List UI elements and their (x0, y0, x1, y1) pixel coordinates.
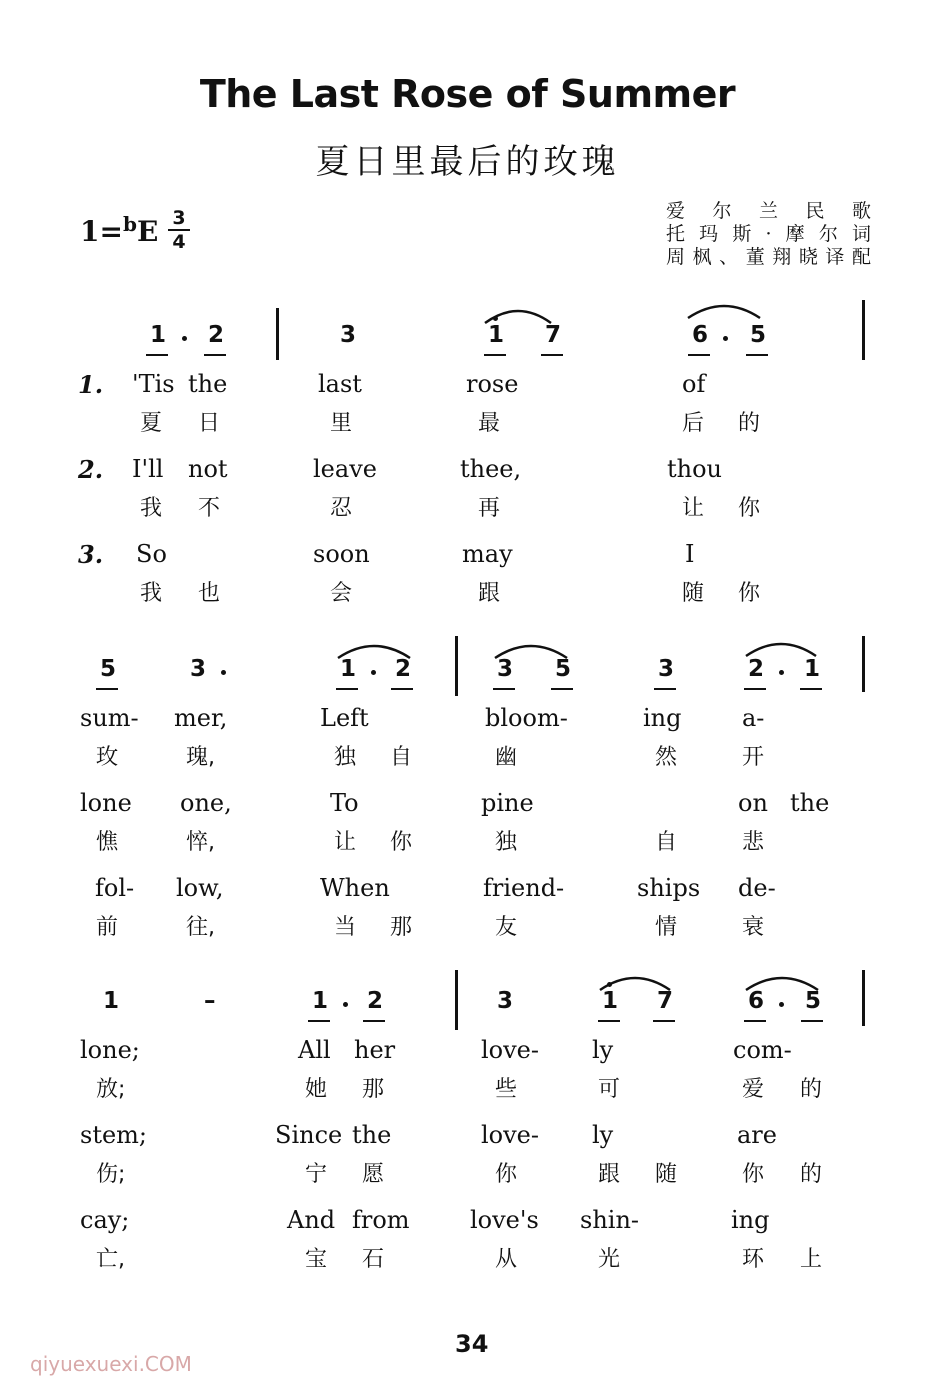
lyric-english: lone (80, 789, 132, 817)
note-2-5: 1 (602, 988, 619, 1014)
note-0-6: 5 (750, 322, 767, 348)
lyric-chinese: 忍 (330, 496, 353, 521)
augmentation-dot (343, 1002, 348, 1007)
lyric-chinese: 的 (800, 1162, 823, 1187)
lyric-chinese: 她 (305, 1077, 328, 1102)
note-2-1: – (204, 988, 216, 1014)
lyric-english: cay; (80, 1206, 130, 1234)
lyric-english: leave (313, 455, 377, 483)
note-underline (653, 1020, 675, 1022)
augmentation-dot (723, 336, 728, 341)
lyric-chinese: 石 (362, 1247, 385, 1272)
note-underline (598, 1020, 620, 1022)
lyric-english: I (685, 540, 695, 568)
lyric-chinese: 你 (738, 581, 761, 606)
note-2-2: 1 (312, 988, 329, 1014)
note-1-0: 5 (100, 656, 117, 682)
lyric-chinese: 你 (495, 1162, 518, 1187)
bar-line (276, 308, 279, 360)
lyric-english: thou (667, 455, 723, 483)
lyric-english: the (188, 370, 228, 398)
slur-arc (744, 638, 818, 658)
note-2-7: 6 (748, 988, 765, 1014)
note-underline (493, 688, 515, 690)
lyric-chinese: 前 (96, 915, 119, 940)
lyric-english: bloom- (485, 704, 568, 732)
lyric-chinese: 悲 (742, 830, 765, 855)
lyric-english: the (790, 789, 830, 817)
lyric-english: a- (742, 704, 765, 732)
note-underline (801, 1020, 823, 1022)
lyric-english: fol- (95, 874, 135, 902)
lyric-english: thee, (460, 455, 522, 483)
lyric-chinese: 那 (390, 915, 413, 940)
lyric-english: de- (738, 874, 776, 902)
bar-line (455, 636, 458, 696)
augmentation-dot (221, 670, 226, 675)
lyric-english: love- (481, 1036, 539, 1064)
note-1-6: 3 (658, 656, 675, 682)
watermark: qiyuexuexi.COM (30, 1352, 192, 1376)
lyric-english: stem; (80, 1121, 148, 1149)
lyric-chinese: 从 (495, 1247, 518, 1272)
note-0-3: 1 (488, 322, 505, 348)
time-signature (168, 208, 190, 252)
lyric-english: ing (643, 704, 682, 732)
lyric-chinese: 你 (390, 830, 413, 855)
lyric-chinese: 会 (330, 581, 353, 606)
note-underline (744, 688, 766, 690)
key-letter: E (136, 215, 159, 248)
lyric-chinese: 幽 (495, 745, 518, 770)
verse-number: 2. (78, 455, 104, 484)
lyric-english: rose (466, 370, 519, 398)
lyric-english: And (287, 1206, 336, 1234)
lyric-english: All (298, 1036, 331, 1064)
lyric-english: her (354, 1036, 396, 1064)
note-underline (96, 688, 118, 690)
lyric-english: low, (176, 874, 224, 902)
lyric-chinese: 的 (800, 1077, 823, 1102)
lyric-chinese: 我 (140, 496, 163, 521)
bar-line (455, 970, 458, 1030)
lyric-english: soon (313, 540, 370, 568)
lyric-english: shin- (580, 1206, 640, 1234)
lyric-chinese: 后 (682, 411, 705, 436)
lyric-english: com- (733, 1036, 792, 1064)
lyric-english: the (352, 1121, 392, 1149)
lyric-chinese: 随 (682, 581, 705, 606)
note-underline (746, 354, 768, 356)
lyric-chinese: 不 (198, 496, 221, 521)
note-1-2: 1 (340, 656, 357, 682)
lyric-chinese: 悴, (186, 830, 215, 855)
lyric-english: When (320, 874, 390, 902)
lyric-english: mer, (174, 704, 228, 732)
song-title: The Last Rose of Summer (199, 72, 736, 116)
lyric-chinese: 然 (655, 745, 678, 770)
lyric-chinese: 情 (655, 915, 678, 940)
lyric-chinese: 夏 (140, 411, 163, 436)
lyric-english: lone; (80, 1036, 140, 1064)
page-number: 34 (455, 1330, 489, 1358)
lyric-english: may (462, 540, 513, 568)
lyric-chinese: 你 (738, 496, 761, 521)
note-underline (146, 354, 168, 356)
lyric-english: pine (481, 789, 534, 817)
lyric-english: love- (481, 1121, 539, 1149)
lyric-chinese: 愿 (362, 1162, 385, 1187)
note-1-7: 2 (748, 656, 765, 682)
lyric-chinese: 环 (742, 1247, 765, 1272)
lyric-chinese: 宝 (305, 1247, 328, 1272)
lyric-chinese: 衰 (742, 915, 765, 940)
note-underline (336, 688, 358, 690)
slur-arc (686, 300, 762, 320)
lyric-chinese: 里 (330, 411, 353, 436)
lyric-chinese: 憔 (96, 830, 119, 855)
lyric-chinese: 再 (478, 496, 501, 521)
note-0-4: 7 (545, 322, 562, 348)
lyric-chinese: 往, (186, 915, 215, 940)
lyric-chinese: 让 (682, 496, 705, 521)
high-octave-dot (607, 982, 612, 987)
song-subtitle: 夏日里最后的玫瑰 (315, 142, 620, 182)
credit-origin: 爱尔兰民歌 (666, 200, 871, 222)
lyric-chinese: 放; (96, 1077, 126, 1102)
credit-translators: 周枫、董翔晓译配 (666, 246, 871, 268)
lyric-chinese: 上 (800, 1247, 823, 1272)
note-2-3: 2 (367, 988, 384, 1014)
lyric-chinese: 我 (140, 581, 163, 606)
lyric-chinese: 当 (334, 915, 357, 940)
lyric-english: sum- (80, 704, 139, 732)
note-underline (484, 354, 506, 356)
time-signature-top: 3 (172, 207, 186, 229)
lyric-chinese: 光 (598, 1247, 621, 1272)
lyric-chinese: 自 (390, 745, 413, 770)
lyric-chinese: 跟 (478, 581, 501, 606)
note-underline (391, 688, 413, 690)
lyric-chinese: 可 (598, 1077, 621, 1102)
lyric-english: ing (731, 1206, 770, 1234)
time-signature-bottom: 4 (172, 231, 186, 253)
lyric-english: of (682, 370, 706, 398)
note-2-4: 3 (497, 988, 514, 1014)
lyric-english: ly (592, 1121, 614, 1149)
note-underline (541, 354, 563, 356)
note-1-5: 5 (555, 656, 572, 682)
augmentation-dot (182, 336, 187, 341)
lyric-chinese: 友 (495, 915, 518, 940)
lyric-chinese: 自 (655, 830, 678, 855)
note-2-0: 1 (103, 988, 120, 1014)
note-underline (654, 688, 676, 690)
lyric-english: ships (637, 874, 701, 902)
lyric-english: are (737, 1121, 777, 1149)
lyric-english: one, (180, 789, 232, 817)
lyric-english: on (738, 789, 768, 817)
note-1-8: 1 (804, 656, 821, 682)
bar-line (862, 300, 865, 360)
verse-number: 3. (78, 540, 104, 569)
lyric-chinese: 亡, (96, 1247, 125, 1272)
lyric-english: love's (470, 1206, 539, 1234)
note-0-0: 1 (150, 322, 167, 348)
key-signature (80, 212, 158, 248)
note-underline (688, 354, 710, 356)
lyric-chinese: 日 (198, 411, 221, 436)
note-1-3: 2 (395, 656, 412, 682)
credit-lyricist: 托玛斯·摩尔词 (666, 223, 871, 245)
lyric-english: ly (592, 1036, 614, 1064)
bar-line (862, 636, 865, 692)
lyric-english: To (330, 789, 359, 817)
lyric-chinese: 让 (334, 830, 357, 855)
lyric-chinese: 瑰, (186, 745, 215, 770)
note-underline (308, 1020, 330, 1022)
lyric-chinese: 宁 (305, 1162, 328, 1187)
note-2-6: 7 (657, 988, 674, 1014)
lyric-chinese: 开 (742, 745, 765, 770)
augmentation-dot (779, 1002, 784, 1007)
note-underline (744, 1020, 766, 1022)
lyric-english: Left (320, 704, 369, 732)
lyric-chinese: 玫 (96, 745, 119, 770)
augmentation-dot (371, 670, 376, 675)
flat-sign: b (122, 212, 137, 236)
lyric-chinese: 跟 (598, 1162, 621, 1187)
bar-line (862, 970, 865, 1026)
lyric-chinese: 些 (495, 1077, 518, 1102)
note-underline (363, 1020, 385, 1022)
note-underline (551, 688, 573, 690)
note-0-2: 3 (340, 322, 357, 348)
lyric-english: from (352, 1206, 410, 1234)
lyric-chinese: 独 (334, 745, 357, 770)
lyric-chinese: 的 (738, 411, 761, 436)
lyric-english: 'Tis (132, 370, 175, 398)
lyric-english: So (136, 540, 167, 568)
lyric-chinese: 独 (495, 830, 518, 855)
lyric-english: not (188, 455, 228, 483)
lyric-english: friend- (483, 874, 565, 902)
lyric-chinese: 随 (655, 1162, 678, 1187)
lyric-chinese: 最 (478, 411, 501, 436)
lyric-chinese: 也 (198, 581, 221, 606)
high-octave-dot (493, 316, 498, 321)
note-2-8: 5 (805, 988, 822, 1014)
note-underline (800, 688, 822, 690)
key-prefix: 1= (80, 215, 123, 248)
lyric-chinese: 你 (742, 1162, 765, 1187)
lyric-english: last (318, 370, 362, 398)
note-1-4: 3 (497, 656, 514, 682)
lyric-chinese: 那 (362, 1077, 385, 1102)
augmentation-dot (779, 670, 784, 675)
verse-number: 1. (78, 370, 104, 399)
lyric-chinese: 伤; (96, 1162, 126, 1187)
note-0-5: 6 (692, 322, 709, 348)
note-1-1: 3 (190, 656, 207, 682)
lyric-chinese: 爱 (742, 1077, 765, 1102)
lyric-english: I'll (132, 455, 164, 483)
lyric-english: Since (275, 1121, 343, 1149)
note-underline (204, 354, 226, 356)
note-0-1: 2 (208, 322, 225, 348)
